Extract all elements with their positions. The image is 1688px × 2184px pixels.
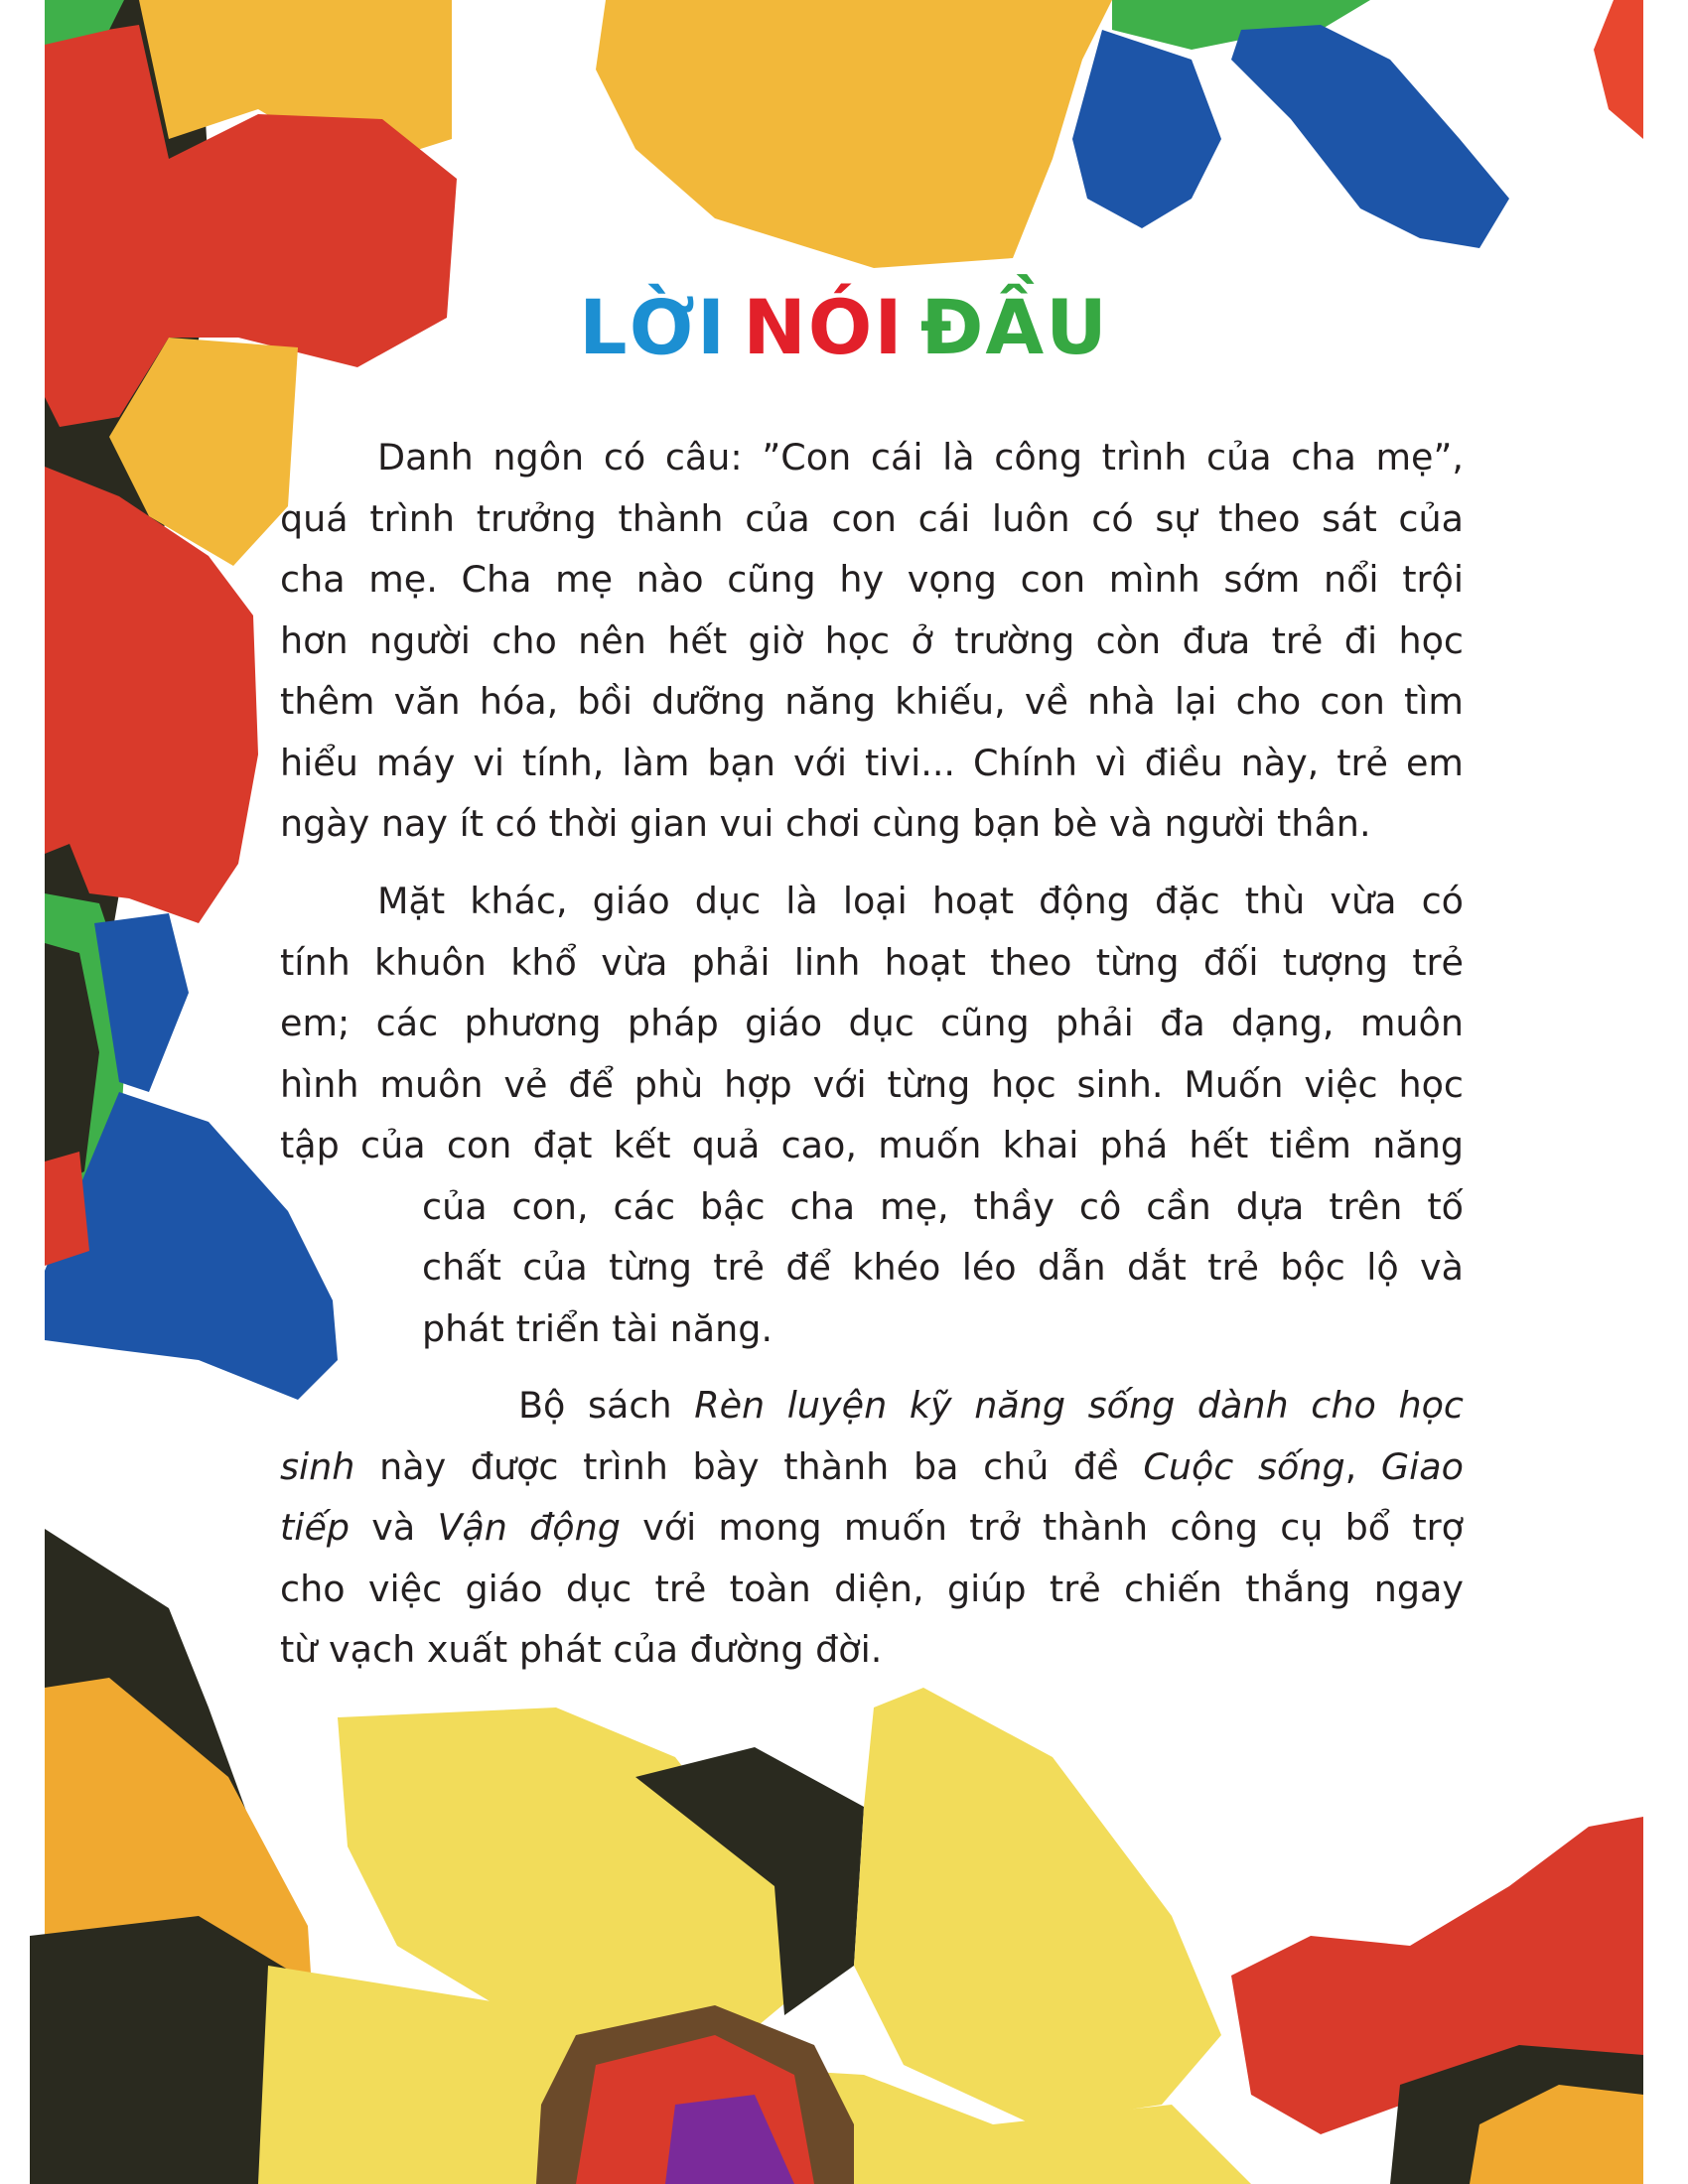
title-word-1: LỜI [579, 283, 728, 371]
text-line [280, 1375, 1464, 1436]
blue-petal [1231, 25, 1509, 248]
text-run: và [350, 1506, 438, 1549]
paragraph-1 [280, 427, 1464, 855]
text-line: phát triển tài năng. [422, 1306, 774, 1350]
title-word-3: ĐẦU [919, 283, 1109, 371]
red-petal [1594, 0, 1643, 139]
book-title-italic: sinh [280, 1444, 355, 1488]
text-line: thêm văn hóa, bồi dưỡng năng khiếu, về nhà lại cho con tìm [280, 680, 1464, 723]
paragraph-3 [280, 1375, 1464, 1681]
topic-italic: Vận động [437, 1506, 621, 1549]
topic-italic: tiếp [280, 1506, 351, 1549]
book-title-italic: Rèn luyện kỹ năng sống dành cho học [694, 1384, 1464, 1427]
blue-petal [1072, 30, 1221, 228]
text-line: của con, các bậc cha mẹ, thầy cô cần dựa trên tố [422, 1184, 1464, 1228]
text-line: hiểu máy vi tính, làm bạn với tivi... Chính vì điều này, trẻ em [280, 741, 1464, 784]
text-line: quá trình trưởng thành của con cái luôn có sự theo sát của [280, 496, 1464, 540]
text-line: chất của từng trẻ để khéo léo dẫn dắt trẻ bộc lộ và [422, 1246, 1464, 1289]
text-line: tính khuôn khổ vừa phải linh hoạt theo từng đối tượng trẻ [280, 940, 1464, 984]
yellow-petal [854, 1688, 1221, 2124]
paragraph-2 [280, 871, 1464, 1359]
text-line [280, 1436, 1464, 1498]
page-title [0, 283, 1688, 371]
text-line: Mặt khác, giáo dục là loại hoạt động đặc thù vừa có [377, 880, 1464, 922]
text-line [280, 1497, 1464, 1559]
text-line: em; các phương pháp giáo dục cũng phải đa dạng, muôn [280, 1002, 1464, 1044]
yellow-petal [596, 0, 1112, 268]
text-run: với mong muốn trở thành công cụ bổ trợ [620, 1506, 1464, 1549]
text-line: ngày nay ít có thời gian vui chơi cùng bạn bè và người thân. [280, 802, 1371, 845]
text-line: hơn người cho nên hết giờ học ở trường còn đưa trẻ đi học [280, 618, 1464, 662]
text-line: Danh ngôn có câu: ”Con cái là công trình của cha mẹ”, [377, 436, 1464, 478]
text-run: Bộ sách [518, 1384, 695, 1427]
text-line: tập của con đạt kết quả cao, muốn khai phá hết tiềm năng [280, 1124, 1464, 1166]
topic-italic: Cuộc sống [1143, 1444, 1345, 1488]
text-line: cha mẹ. Cha mẹ nào cũng hy vọng con mình sớm nổi trội [280, 558, 1464, 601]
title-word-2: NÓI [743, 283, 905, 371]
text-run: , [1344, 1444, 1381, 1488]
text-line: cho việc giáo dục trẻ toàn diện, giúp trẻ chiến thắng ngay [280, 1567, 1464, 1610]
top-flower-collage [596, 0, 1643, 268]
text-run: này được trình bày thành ba chủ đề [354, 1444, 1144, 1488]
topic-italic: Giao [1380, 1444, 1464, 1488]
text-line: từ vạch xuất phát của đường đời. [280, 1628, 883, 1671]
text-line: hình muôn vẻ để phù hợp với từng học sinh. Muốn việc học [280, 1062, 1464, 1106]
